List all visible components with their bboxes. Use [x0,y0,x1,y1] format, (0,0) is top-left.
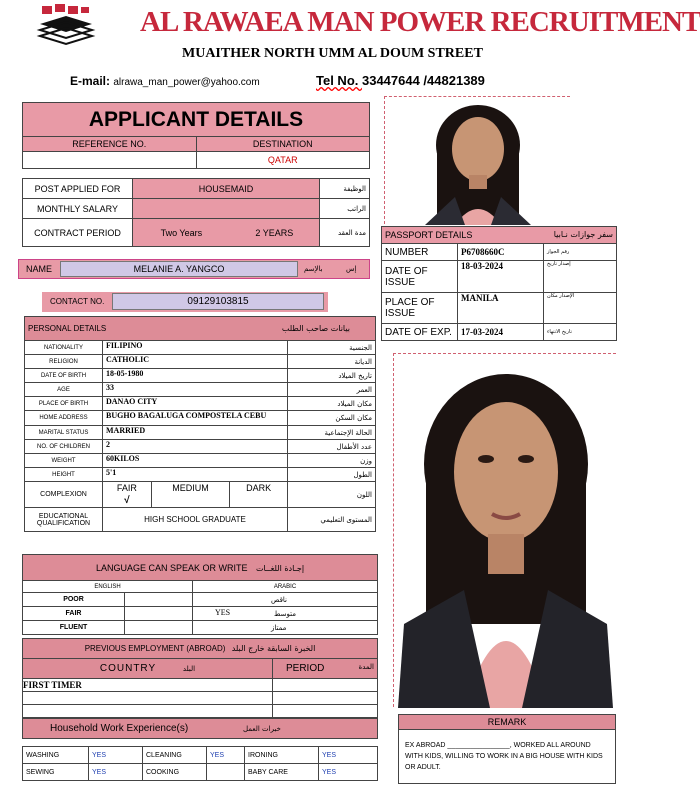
personal-title-row [25,317,376,341]
lang-poor-label: POOR [23,593,125,607]
personal-title-ar: بيانات صاحب الطلب [281,324,350,333]
destination-label: DESTINATION [196,137,370,152]
personal-ar: الحالة الإجتماعية [288,426,376,440]
applicant-photo-small [384,96,570,224]
personal-value: BUGHO BAGALUGA COMPOSTELA CEBU [103,411,288,426]
personal-label: WEIGHT [25,454,103,468]
hw-ironing-value: YES [319,747,378,764]
passport-place-value: MANILA [458,293,544,324]
personal-value: FILIPINO [103,341,288,355]
personal-ar: وزن [288,454,376,468]
language-title: LANGUAGE CAN SPEAK OR WRITE [95,562,248,573]
post-label: POST APPLIED FOR [23,179,133,199]
contract-ar: مدة العقد [320,219,370,247]
lang-fair-label: FAIR [23,607,125,621]
reference-value [23,152,197,169]
country-ar: البلد [182,665,196,673]
tel-label: Tel No. [316,73,362,88]
lang-poor-value [125,593,193,607]
lang-fair-ar: متوسط [274,609,296,618]
lang-fluent-label: FLUENT [23,621,125,635]
employment-title-row [23,639,378,659]
personal-value: 5'1 [103,468,288,482]
contract-value-2: 2 YEARS [230,219,320,247]
employment-first: FIRST TIMER [23,679,273,692]
lang-fair-yes: YES [215,608,231,617]
complexion-label: COMPLEXION [25,482,103,508]
personal-value: DANAO CITY [103,397,288,411]
personal-label: NO. OF CHILDREN [25,440,103,454]
personal-ar: مكان السكن [288,411,376,426]
hw-washing-value: YES [89,747,143,764]
passport-place-label: PLACE OF ISSUE [382,293,458,324]
personal-label: DATE OF BIRTH [25,369,103,383]
hw-sewing-value: YES [89,764,143,781]
passport-issue-ar: إصدار تاريخ [544,261,617,293]
employment-table [22,638,378,718]
personal-label: HOME ADDRESS [25,411,103,426]
name-ar-2: إس [346,265,357,273]
passport-number-ar: رقم الجواز [544,244,617,261]
personal-label: AGE [25,383,103,397]
complexion-dark: DARK [230,482,288,495]
personal-ar: تاريخ الميلاد [288,369,376,383]
country-label: COUNTRY [99,663,157,674]
remark-text: EX ABROAD ________________, WORKED ALL AROUND WITH KIDS, WILLING TO WORK IN A BIG HOUSE WITH KIDS OR ADULT. [399,730,616,784]
personal-label: MARITAL STATUS [25,426,103,440]
passport-title-ar: سفر جوازات نـابيا [553,230,613,239]
applicant-photo-large [393,353,616,707]
personal-value: 18-05-1980 [103,369,288,383]
name-label: NAME [26,264,53,274]
applicant-title: APPLICANT DETAILS [23,103,370,137]
passport-title-row [382,227,617,244]
personal-ar: عدد الأطفال [288,440,376,454]
personal-ar: الطول [288,468,376,482]
personal-label: NATIONALITY [25,341,103,355]
household-title: Household Work Experience(s) [50,723,189,734]
lang-fair-value [125,607,193,621]
hw-washing-label: WASHING [23,747,89,764]
complexion-ar: اللون [288,482,376,508]
email-value: alrawa_man_power@yahoo.com [113,77,260,88]
hw-sewing-label: SEWING [23,764,89,781]
complexion-medium: MEDIUM [151,482,229,495]
lang-fair-cell [193,607,378,621]
personal-value: 2 [103,440,288,454]
hw-babycare-value: YES [319,764,378,781]
passport-number-label: NUMBER [382,244,458,261]
personal-table [24,316,376,532]
reference-label: REFERENCE NO. [23,137,197,152]
language-table [22,554,378,635]
hw-babycare-label: BABY CARE [245,764,319,781]
name-ar-1: بالإسم [304,265,323,273]
company-name: AL RAWAEA MAN POWER RECRUITMENT [140,6,700,38]
remark-table [398,714,616,784]
hw-ironing-label: IRONING [245,747,319,764]
remark-title: REMARK [399,715,616,730]
personal-value: 60KILOS [103,454,288,468]
contact-label: CONTACT NO. [50,297,105,306]
household-table [22,718,378,781]
personal-ar: العمر [288,383,376,397]
personal-ar: مكان الميلاد [288,397,376,411]
personal-value: CATHOLIC [103,355,288,369]
post-value: HOUSEMAID [133,179,320,199]
personal-label: RELIGION [25,355,103,369]
company-street: MUAITHER NORTH UMM AL DOUM STREET [182,46,483,61]
education-ar: المستوى التعليمي [288,508,376,532]
country-header [23,659,273,679]
name-value: MELANIE A. YANGCO [60,261,298,277]
personal-title: PERSONAL DETAILS [28,324,107,333]
salary-value [133,199,320,219]
contact-value: 09129103815 [112,293,324,310]
education-value: HIGH SCHOOL GRADUATE [103,508,288,532]
passport-number-value: P6708660C [458,244,544,261]
hw-cleaning-label: CLEANING [143,747,207,764]
passport-exp-label: DATE OF EXP. [382,324,458,341]
employment-title: PREVIOUS EMPLOYMENT (ABROAD) [84,644,226,653]
household-title-row [23,719,378,739]
hw-cooking-label: COOKING [143,764,207,781]
english-header: ENGLISH [23,581,193,593]
lang-fluent-ar: ممتاز [193,621,378,635]
email-line [70,74,260,88]
arabic-header: ARABIC [193,581,378,593]
post-ar: الوظيفة [320,179,370,199]
destination-value: QATAR [196,152,370,169]
period-header [273,659,378,679]
personal-value: MARRIED [103,426,288,440]
personal-ar: الديانة [288,355,376,369]
passport-issue-value: 18-03-2024 [458,261,544,293]
tel-line [316,73,485,88]
personal-value: 33 [103,383,288,397]
language-title-row [23,555,378,581]
company-logo [36,4,94,48]
personal-label: HEIGHT [25,468,103,482]
contract-value: Two Years [133,219,230,247]
salary-ar: الراتب [320,199,370,219]
passport-issue-label: DATE OF ISSUE [382,261,458,293]
education-label: EDUCATIONAL QUALIFICATION [25,508,103,532]
period-ar: المدة [358,663,374,671]
job-table [22,178,370,247]
household-title-ar: خبرات العمل [243,725,281,733]
language-title-ar: إجـادة اللغــات [255,563,305,573]
passport-table [381,226,617,341]
salary-label: MONTHLY SALARY [23,199,133,219]
hw-cleaning-value: YES [207,747,245,764]
period-label: PERIOD [286,663,325,674]
applicant-table [22,102,370,169]
passport-exp-value: 17-03-2024 [458,324,544,341]
personal-ar: الجنسية [288,341,376,355]
tel-value: 33447644 /44821389 [361,73,485,88]
lang-poor-ar: ناقص [193,593,378,607]
complexion-mark: √ [103,495,152,508]
email-label: E-mail: [70,74,114,88]
hw-cooking-value [207,764,245,781]
complexion-fair: FAIR [103,482,152,495]
personal-label: PLACE OF BIRTH [25,397,103,411]
contract-label: CONTRACT PERIOD [23,219,133,247]
passport-exp-ar: تاريخ الانتهاء [544,324,617,341]
lang-fluent-value [125,621,193,635]
employment-title-ar: الخبرة السابقة خارج البلد [231,644,316,653]
passport-title: PASSPORT DETAILS [385,230,473,240]
passport-place-ar: الإصدار مكان [544,293,617,324]
